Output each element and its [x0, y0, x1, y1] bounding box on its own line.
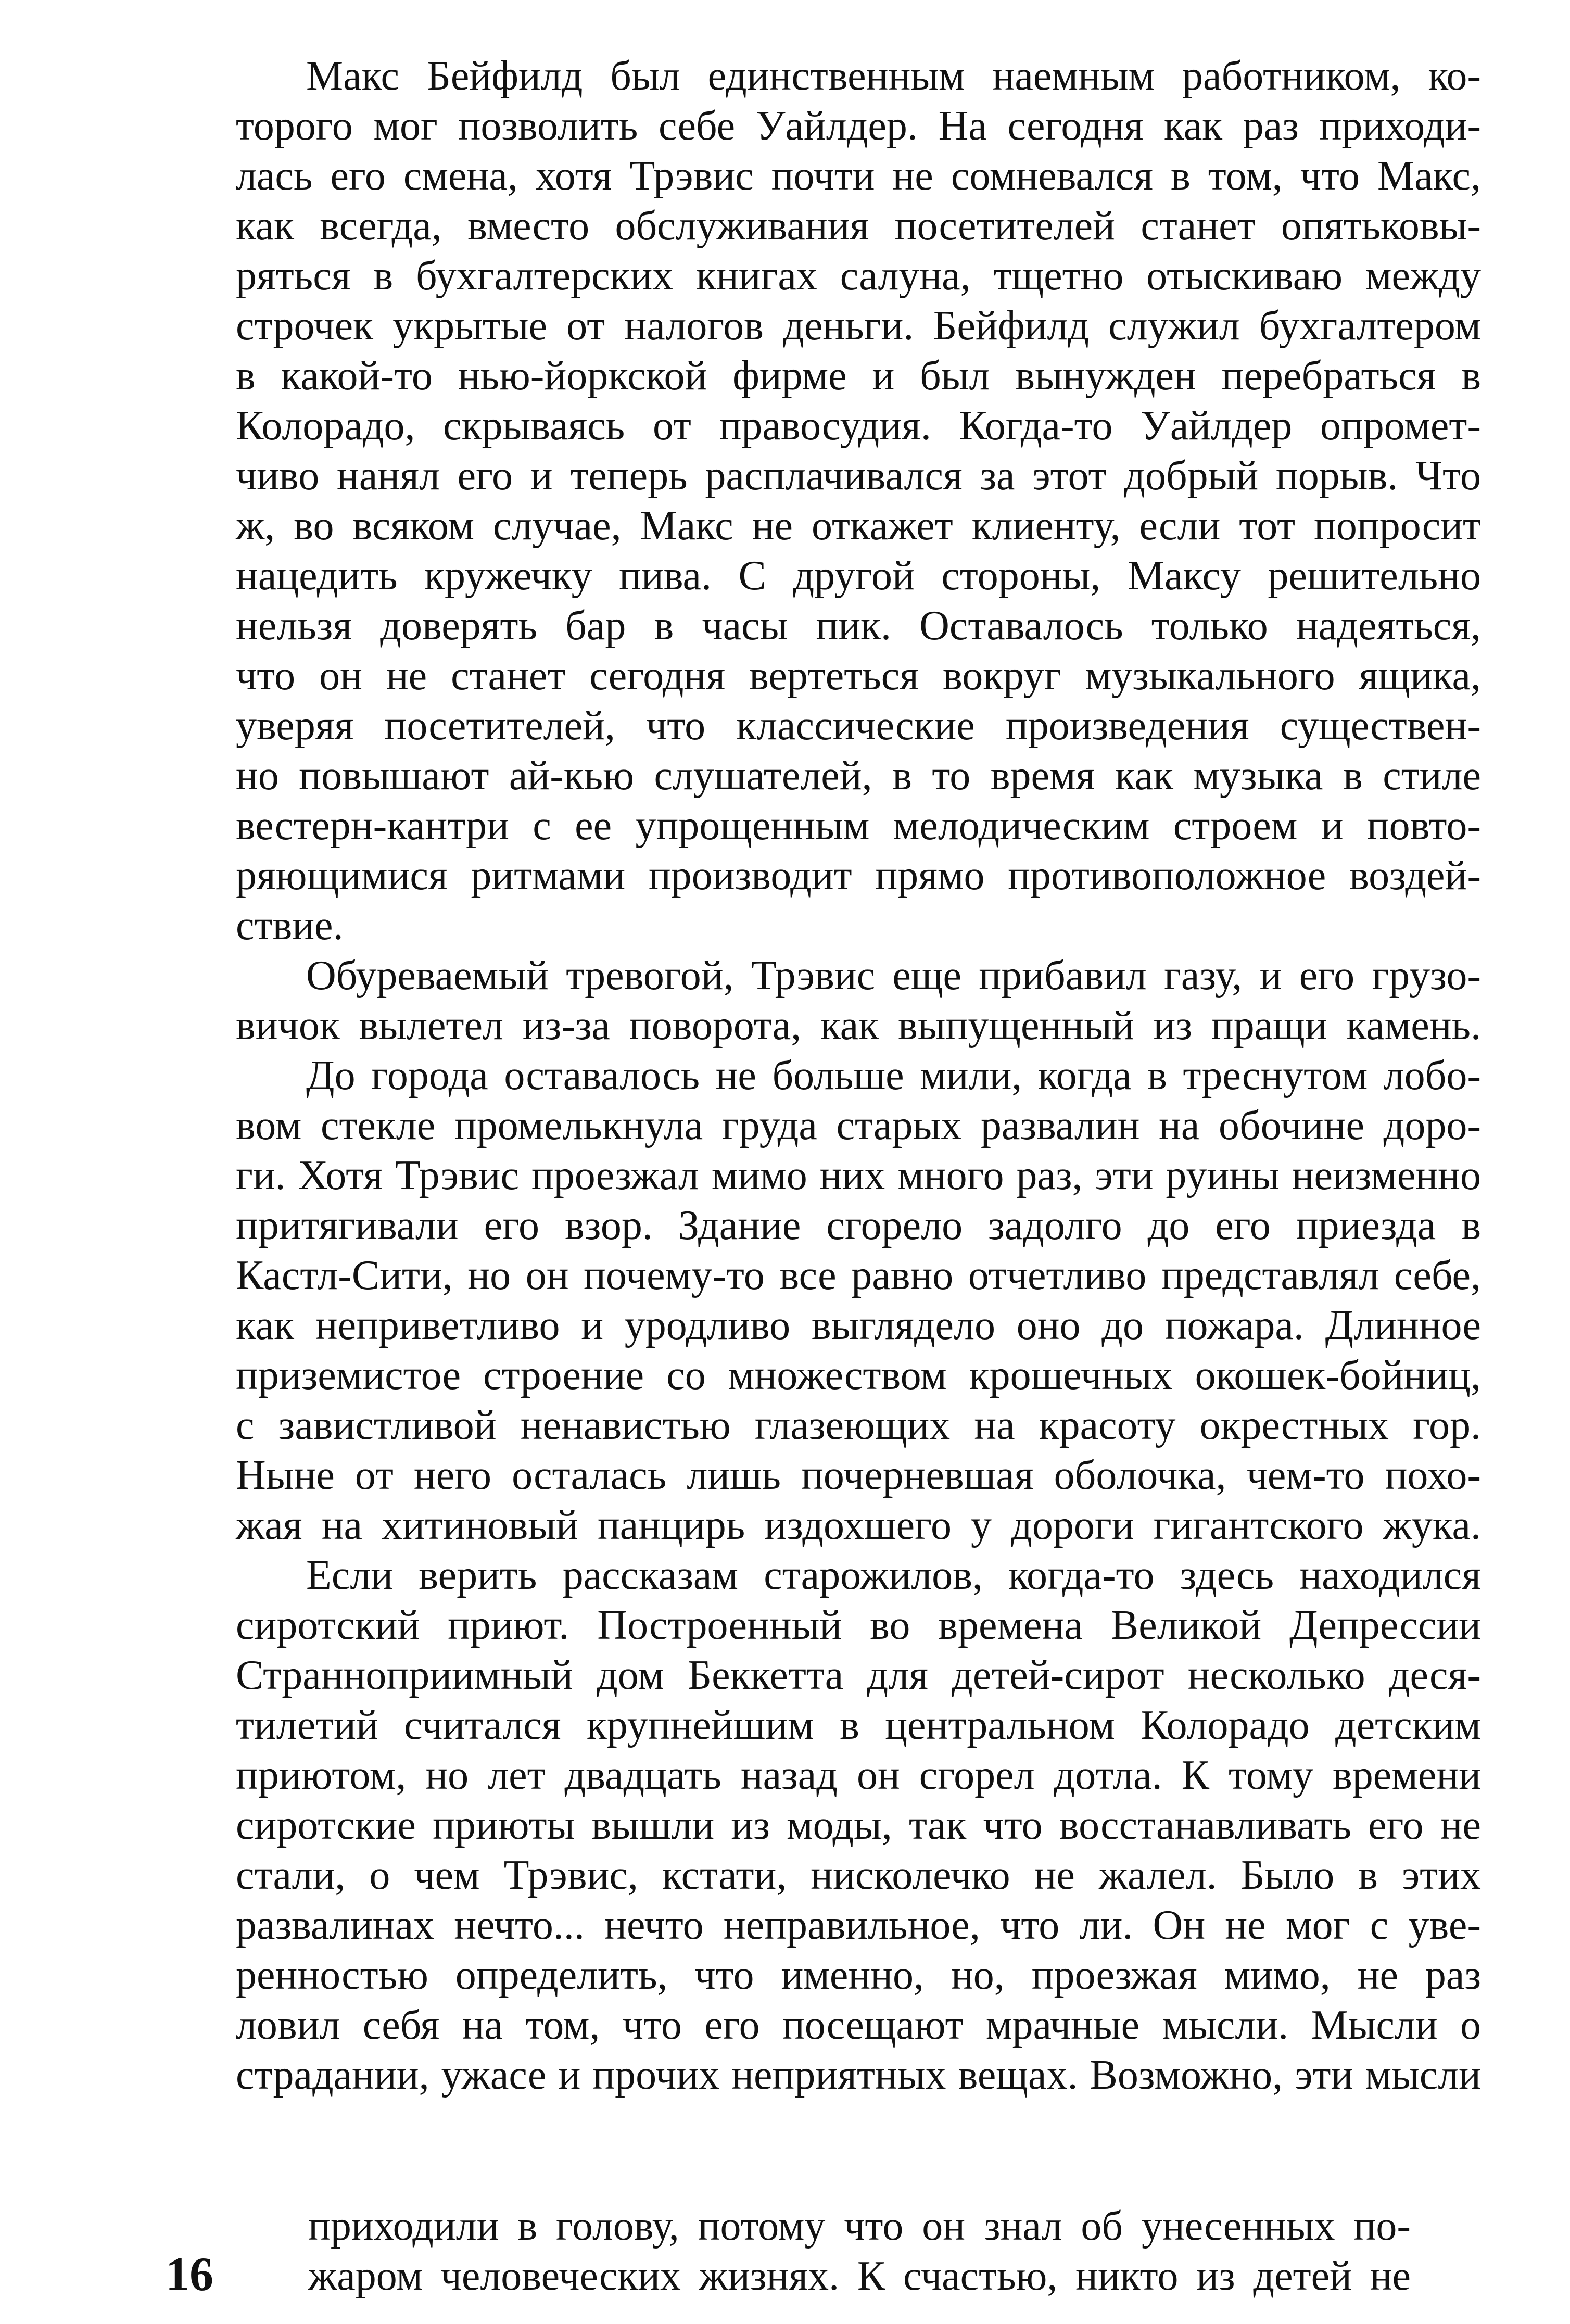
- text-line: приютом, но лет двадцать назад он сгорел дотла. К тому времени: [236, 1752, 1481, 1798]
- text-line: Если верить рассказам старожилов, когда-то здесь находился: [306, 1552, 1481, 1598]
- text-line: вичок вылетел из-за поворота, как выпущенный из пращи камень.: [236, 1003, 1481, 1049]
- text-line: ряться в бухгалтерских книгах салуна, тщетно отыскиваю между: [236, 253, 1481, 299]
- text-line: ги. Хотя Трэвис проезжал мимо них много раз, эти руины неизменно: [236, 1153, 1481, 1198]
- text-line: чиво нанял его и теперь расплачивался за этот добрый порыв. Что: [236, 453, 1481, 499]
- text-line: развалинах нечто... нечто неправильное, что ли. Он не мог с уве-: [236, 1902, 1481, 1948]
- text-line: что он не станет сегодня вертеться вокруг музыкального ящика,: [236, 653, 1481, 699]
- text-line: страдании, ужасе и прочих неприятных вещах. Возможно, эти мысли: [236, 2052, 1481, 2098]
- text-line: Макс Бейфилд был единственным наемным работником, ко-: [306, 53, 1481, 99]
- text-line: ж, во всяком случае, Макс не откажет клиенту, если тот попросит: [236, 503, 1481, 549]
- text-line: торого мог позволить себе Уайлдер. На сегодня как раз приходи-: [236, 103, 1481, 149]
- text-line: сиротский приют. Построенный во времена Великой Депрессии: [236, 1602, 1481, 1648]
- text-line: Странноприимный дом Беккетта для детей-сирот несколько деся-: [236, 1652, 1481, 1698]
- text-line: уверяя посетителей, что классические произведения существен-: [236, 703, 1481, 749]
- paragraph-3: [166, 1051, 1481, 1550]
- text-line: Обуреваемый тревогой, Трэвис еще прибавил газу, и его грузо-: [306, 953, 1481, 999]
- text-line: стали, о чем Трэвис, кстати, нисколечко не жалел. Было в этих: [236, 1852, 1481, 1898]
- paragraph-2: [166, 951, 1481, 1051]
- text-line: вом стекле промелькнула груда старых развалин на обочине доро-: [236, 1103, 1481, 1148]
- text-line: нельзя доверять бар в часы пик. Оставалось только надеяться,: [236, 603, 1481, 649]
- text-line: но повышают ай-кью слушателей, в то время как музыка в стиле: [236, 753, 1481, 799]
- text-line: как всегда, вместо обслуживания посетителей станет опятьковы-: [236, 203, 1481, 249]
- text-line: с завистливой ненавистью глазеющих на красоту окрестных гор.: [236, 1403, 1481, 1448]
- text-line: сиротские приюты вышли из моды, так что восстанавливать его не: [236, 1802, 1481, 1848]
- text-line: лась его смена, хотя Трэвис почти не сомневался в том, что Макс,: [236, 153, 1481, 199]
- text-line: строчек укрытые от налогов деньги. Бейфилд служил бухгалтером: [236, 303, 1481, 349]
- text-line: тилетий считался крупнейшим в центральном Колорадо детским: [236, 1702, 1481, 1748]
- text-line: Колорадо, скрываясь от правосудия. Когда-то Уайлдер опромет-: [236, 403, 1481, 449]
- text-line: ловил себя на том, что его посещают мрачные мысли. Мысли о: [236, 2002, 1481, 2048]
- text-line: как неприветливо и уродливо выглядело оно до пожара. Длинное: [236, 1303, 1481, 1348]
- body-text-continued: [308, 2201, 1411, 2301]
- paragraph-4: [166, 1550, 1481, 2100]
- text-line: притягивали его взор. Здание сгорело задолго до его приезда в: [236, 1203, 1481, 1248]
- text-line: приходили в голову, потому что он знал об унесенных по-: [308, 2203, 1411, 2249]
- text-line: Ныне от него осталась лишь почерневшая оболочка, чем-то похо-: [236, 1452, 1481, 1498]
- paragraph-1: [166, 51, 1481, 951]
- text-line: ренностью определить, что именно, но, проезжая мимо, не раз: [236, 1952, 1481, 1998]
- text-line: До города оставалось не больше мили, когда в треснутом лобо-: [306, 1053, 1481, 1098]
- text-line: жаром человеческих жизнях. К счастью, никто из детей не: [308, 2253, 1411, 2299]
- text-line: нацедить кружечку пива. С другой стороны, Максу решительно: [236, 553, 1481, 599]
- text-line: ряющимися ритмами производит прямо противоположное воздей-: [236, 853, 1481, 899]
- text-line: жая на хитиновый панцирь издохшего у дороги гигантского жука.: [236, 1502, 1481, 1548]
- text-line: Кастл-Сити, но он почему-то все равно отчетливо представлял себе,: [236, 1253, 1481, 1298]
- text-line: вестерн-кантри с ее упрощенным мелодическим строем и повто-: [236, 803, 1481, 849]
- page-number: 16: [166, 2247, 213, 2301]
- text-line: приземистое строение со множеством крошечных окошек-бойниц,: [236, 1353, 1481, 1398]
- body-text: [166, 51, 1481, 2100]
- text-line: в какой-то нью-йоркской фирме и был вынужден перебраться в: [236, 353, 1481, 399]
- text-line: ствие.: [236, 903, 344, 949]
